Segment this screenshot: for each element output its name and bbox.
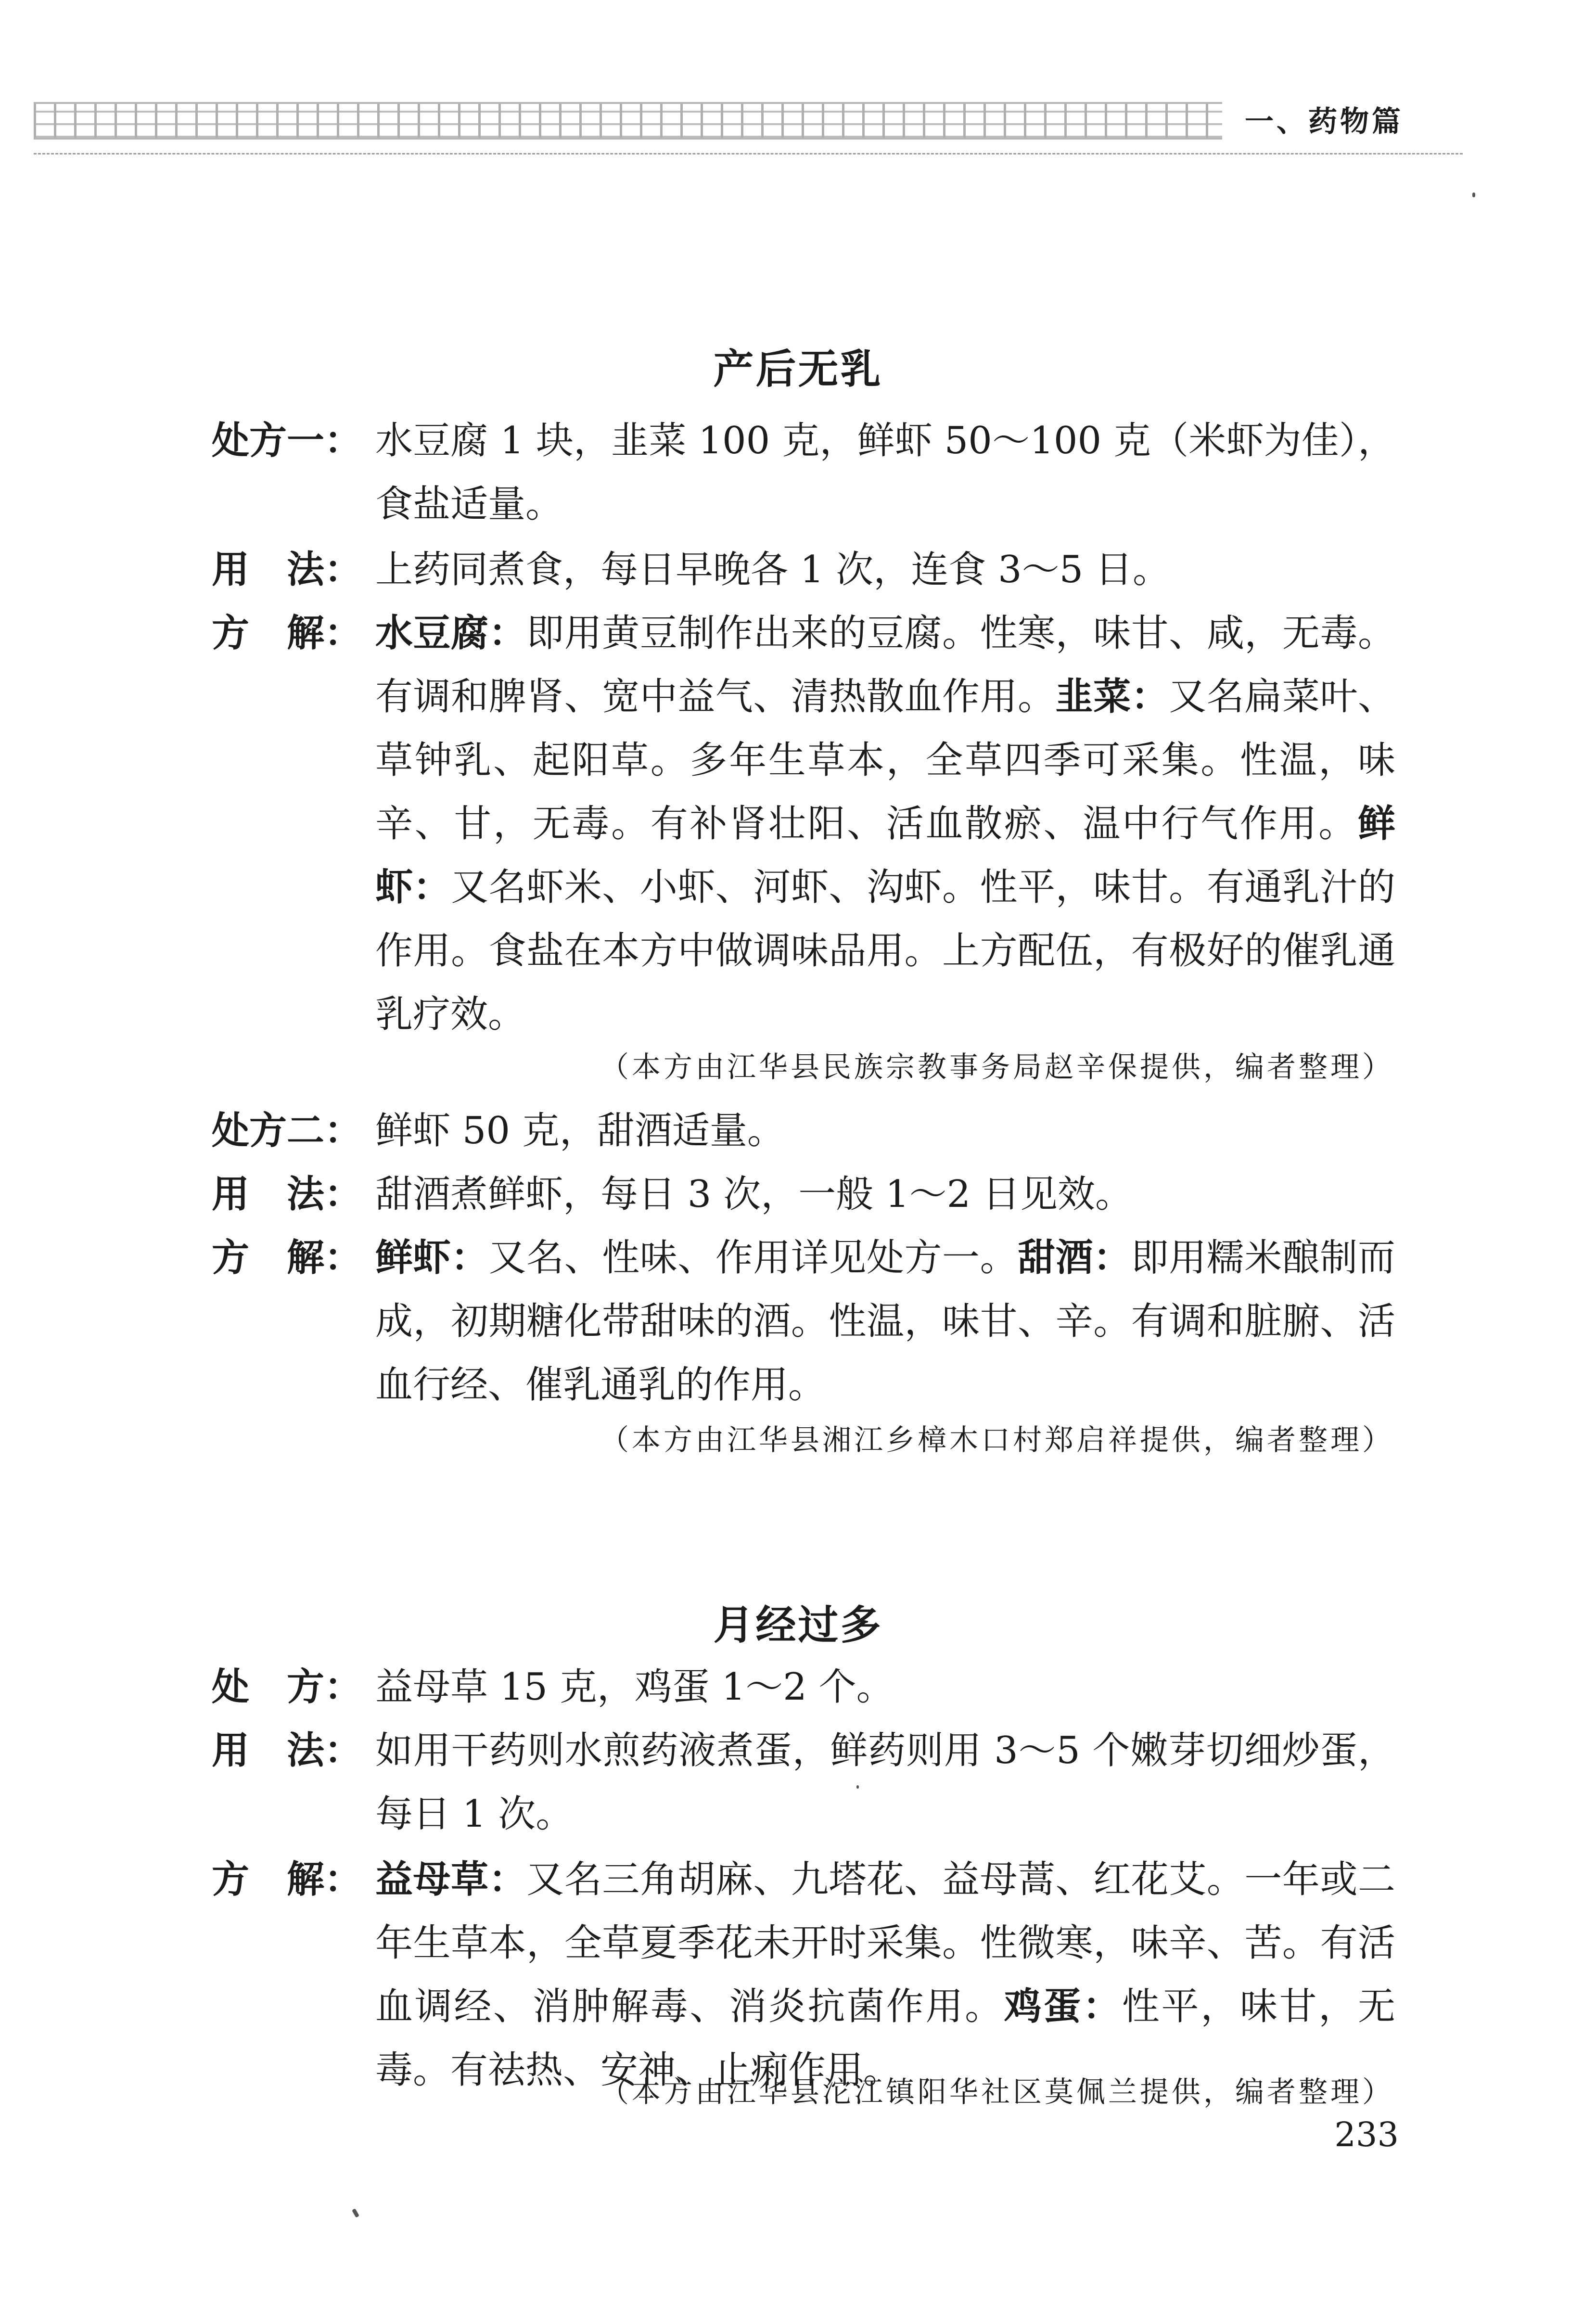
section-title-menorrhagia: 月经过多 bbox=[713, 1601, 883, 1649]
prescription-2-text: 鲜虾 50 克，甜酒适量。 bbox=[375, 1109, 785, 1152]
explanation-egg: 性平，味甘，无毒。有祛热、安神、止痢作用。 bbox=[375, 1985, 1395, 2092]
usage-3 bbox=[212, 1719, 1395, 1846]
keyword-sweet-wine: 甜酒： bbox=[1018, 1236, 1131, 1280]
usage-1-text: 上药同煮食，每日早晚各 1 次，连食 3～5 日。 bbox=[375, 548, 1171, 591]
explanation-2-text bbox=[375, 1226, 1395, 1417]
usage-2 bbox=[212, 1163, 1395, 1226]
header-ornament-band bbox=[34, 102, 1222, 140]
page-number: 233 bbox=[1334, 2115, 1399, 2154]
usage-3-label: 用 法： bbox=[212, 1728, 362, 1772]
keyword-motherwort: 益母草： bbox=[375, 1857, 527, 1901]
explanation-motherwort: 又名三角胡麻、九塔花、益母蒿、红花艾。一年或二年生草本，全草夏季花未开时采集。性微寒，味辛、苦。有活血调经、消肿解毒、消炎抗菌作用。 bbox=[375, 1858, 1395, 2028]
explanation-3-text bbox=[375, 1848, 1395, 2102]
prescription-1 bbox=[212, 409, 1395, 536]
scan-speck bbox=[856, 1785, 859, 1789]
scan-speck bbox=[352, 2208, 359, 2218]
prescription-1-label: 处方一： bbox=[212, 419, 362, 462]
source-note-3: （本方由江华县沱江镇阳华社区莫佩兰提供，编者整理） bbox=[600, 2075, 1394, 2109]
keyword-tofu: 水豆腐： bbox=[375, 611, 527, 655]
usage-1 bbox=[212, 538, 1395, 602]
source-note-1: （本方由江华县民族宗教事务局赵辛保提供，编者整理） bbox=[600, 1050, 1394, 1084]
usage-2-text: 甜酒煮鲜虾，每日 3 次，一般 1～2 日见效。 bbox=[375, 1173, 1133, 1216]
explanation-shrimp: 又名虾米、小虾、河虾、沟虾。性平，味甘。有通乳汁的作用。食盐在本方中做调味品用。上方配伍，有极好的催乳通乳疗效。 bbox=[375, 866, 1395, 1036]
explanation-1-label: 方 解： bbox=[212, 611, 362, 655]
section-title-postpartum: 产后无乳 bbox=[713, 345, 883, 393]
prescription-3-label: 处 方： bbox=[212, 1665, 362, 1709]
explanation-chives: 又名扁菜叶、草钟乳、起阳草。多年生草本，全草四季可采集。性温，味辛、甘，无毒。有补肾壮阳、活血散瘀、温中行气作用。 bbox=[375, 675, 1395, 845]
keyword-egg: 鸡蛋： bbox=[1004, 1984, 1122, 2028]
explanation-shrimp-2: 又名、性味、作用详见处方一。 bbox=[488, 1236, 1018, 1280]
prescription-3 bbox=[212, 1655, 1395, 1719]
usage-1-label: 用 法： bbox=[212, 548, 362, 591]
explanation-1 bbox=[212, 602, 1395, 1046]
source-note-2: （本方由江华县湘江乡樟木口村郑启祥提供，编者整理） bbox=[600, 1423, 1394, 1457]
prescription-3-text: 益母草 15 克，鸡蛋 1～2 个。 bbox=[375, 1665, 894, 1709]
prescription-2 bbox=[212, 1099, 1395, 1163]
explanation-1-text bbox=[375, 602, 1395, 1046]
prescription-1-text: 水豆腐 1 块，韭菜 100 克，鲜虾 50～100 克（米虾为佳），食盐适量。 bbox=[375, 419, 1395, 526]
usage-2-label: 用 法： bbox=[212, 1172, 362, 1216]
explanation-2-label: 方 解： bbox=[212, 1236, 362, 1280]
explanation-3-label: 方 解： bbox=[212, 1857, 362, 1901]
keyword-chives: 韭菜： bbox=[1055, 675, 1169, 718]
explanation-tofu: 即用黄豆制作出来的豆腐。性寒，味甘、咸，无毒。有调和脾肾、宽中益气、清热散血作用。 bbox=[375, 612, 1395, 718]
explanation-sweet-wine: 即用糯米酿制而成，初期糖化带甜味的酒。性温，味甘、辛。有调和脏腑、活血行经、催乳通乳的作用。 bbox=[375, 1236, 1395, 1407]
keyword-shrimp: 鲜虾： bbox=[375, 802, 1395, 909]
header-divider bbox=[34, 153, 1463, 154]
usage-3-text: 如用干药则水煎药液煮蛋，鲜药则用 3～5 个嫩芽切细炒蛋，每日 1 次。 bbox=[375, 1729, 1395, 1836]
running-header-title: 一、药物篇 bbox=[1245, 105, 1404, 139]
keyword-shrimp-2: 鲜虾： bbox=[375, 1236, 489, 1280]
scan-speck bbox=[1472, 192, 1475, 197]
explanation-2 bbox=[212, 1226, 1395, 1417]
explanation-3 bbox=[212, 1848, 1395, 2102]
prescription-2-label: 处方二： bbox=[212, 1109, 362, 1152]
